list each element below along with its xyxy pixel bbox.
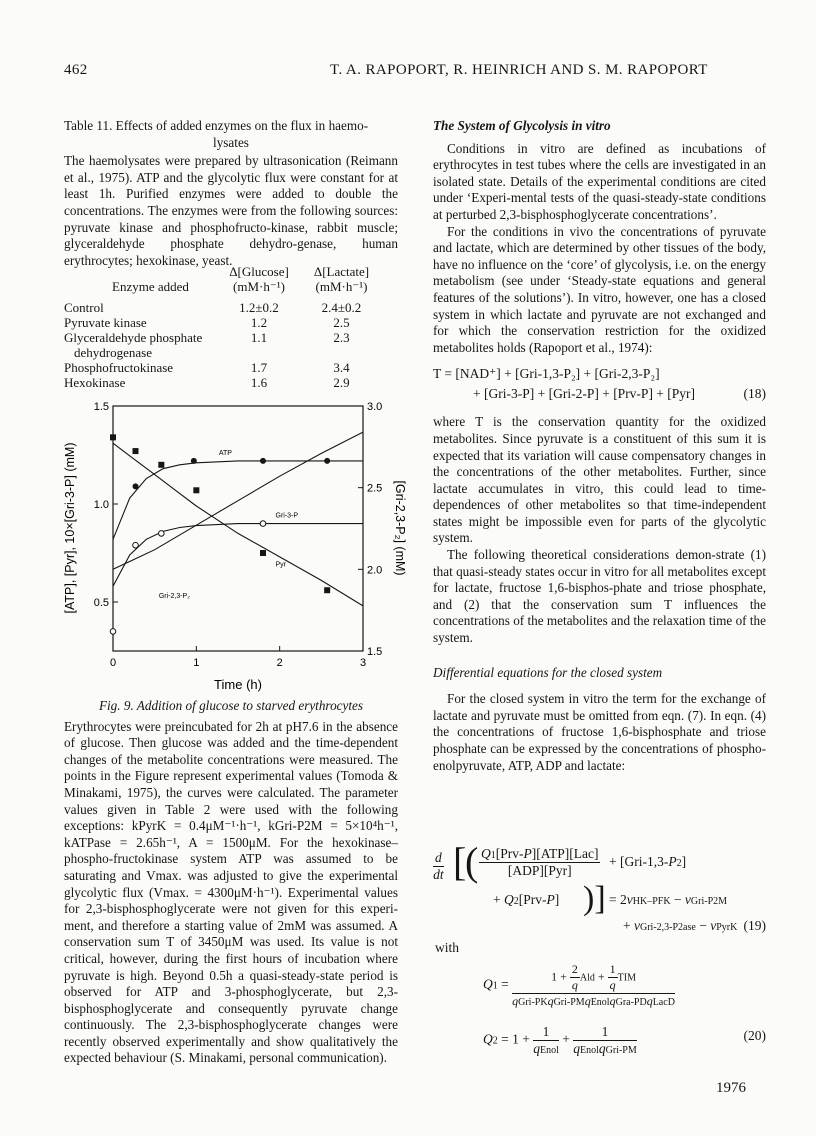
data-point xyxy=(110,629,116,635)
table11 xyxy=(64,264,384,390)
table11-block xyxy=(64,118,398,269)
data-point xyxy=(260,521,266,527)
equations-19-20 xyxy=(433,839,766,1062)
eq19-close: )] xyxy=(583,880,606,917)
table-cell: 3.4 xyxy=(333,360,350,375)
x-tick-label: 0 xyxy=(109,657,117,669)
data-point xyxy=(158,462,164,468)
table-row xyxy=(64,375,384,390)
x-tick-label: 2 xyxy=(276,657,283,669)
table-row xyxy=(64,330,384,360)
data-point xyxy=(110,434,116,440)
equation-number: (18) xyxy=(743,386,766,402)
series-line xyxy=(113,443,363,606)
table-cell: 2.9 xyxy=(333,375,350,390)
data-point xyxy=(159,531,165,537)
series-line xyxy=(113,432,363,569)
eq19-fraction: $\frac{\text{Q1[Prv-P][ATP][Lac]}}{\text{[ADP][Pyr]}}$ xyxy=(481,846,599,878)
page-number: 462 xyxy=(64,62,88,78)
figure9-caption-body: Erythrocytes were preincubated for 2h at pH7.6 in the absence of glucose. Then glucose was added and the time-dependent changes of the metabolite concentrations were measured. The points in the Figure represent experimental values (Tomoda & Minakami, 1975), the curves were calculated. The parameter values given in Table 2 were used with the following exceptions: kPyrK = 0.4μM⁻¹·h⁻¹, kGri-P2M = 5×10⁴h⁻¹, kATPase = 2.65h⁻¹, A = 1500μM. For the hexokinase–phospho-fructokinase system ATP was assumed to be saturating and Vmax. was adjusted to give the experimental glycolytic flux (Vmax. = 4300μM·h⁻¹). Experimental values for 2,3-bisphosphoglycerate were not given for this experi-ment, and therefore a starting value of 2mM was assumed. A conservation sum T of 3450μM was used. Its value is not critical, however, during the first hours of incubation where pyruvate is high. Beyond 0.5h a quasi-steady-state period is observed for ATP and 3-phosphoglycerate, but 2,3-bisphosphoglycerate and consequently pyruvate change continuously. The 2,3-bisphosphoglycerate changes were recently observed experimentally and show qualitatively the expected behaviour (S. Minakami, personal communication). xyxy=(64,718,398,1066)
eq19-term2: + [Gri-1,3-P2] xyxy=(609,854,687,869)
table11-units-row xyxy=(64,279,384,294)
series-label: ATP xyxy=(218,450,232,457)
eq20-q1: Q1 = 1 + $\frac{2}{q}$ Ald + $\frac{1}{q}$ TIM qGri-PKqGri-PMqEnolqGra-PDqLacD xyxy=(483,962,675,1008)
paragraph: where T is the conservation quantity for the oxidized metabolites. Since pyruvate is a constituent of this sum it is expected that its variation will cause compensatory changes in the concentrations of the other metabolites. Further, since lactate accumulates in vitro, this could lead to time-dependences of other metabolites so that time-independent states might be impossible even for parts of the glycolytic system. xyxy=(433,414,766,546)
eq19-term3: + Q2[Prv-P] xyxy=(493,892,560,907)
table11-header-row xyxy=(64,264,384,279)
figure9-caption-title: Fig. 9. Addition of glucose to starved erythrocytes xyxy=(98,698,364,713)
y-tick-label-left: 0.5 xyxy=(93,597,109,609)
y-tick-label-left: 1.5 xyxy=(93,401,109,413)
right-column xyxy=(433,118,766,774)
x-tick-label: 3 xyxy=(359,657,367,669)
table-cell: 1.2 xyxy=(250,315,268,330)
table-cell-continuation: dehydrogenase xyxy=(74,345,152,360)
table11-col-unit: (mM·h⁻¹) xyxy=(233,279,285,294)
table-cell: Phosphofructokinase xyxy=(64,360,174,375)
plot-frame xyxy=(113,406,363,651)
y-tick-label-right: 2.0 xyxy=(367,564,383,577)
eq19-paren: ( xyxy=(465,839,479,884)
data-point xyxy=(133,448,139,454)
table-cell: 1.6 xyxy=(250,375,268,390)
eq19-bracket: [ xyxy=(453,839,467,884)
table11-col-header: Enzyme added xyxy=(112,279,189,294)
data-point xyxy=(260,458,266,464)
footer-page-number: 1976 xyxy=(716,1080,746,1096)
data-point xyxy=(193,487,199,493)
table-cell: Hexokinase xyxy=(64,375,126,390)
table-row xyxy=(64,300,384,315)
table-cell: Pyruvate kinase xyxy=(64,315,147,330)
section-heading: The System of Glycolysis in vitro xyxy=(433,118,611,133)
eq19-rhs1: = 2vHK–PFK − vGri-P2M xyxy=(609,892,728,907)
eq19-derivative: $\frac{d}{dt}$ xyxy=(433,850,444,882)
x-tick-label: 1 xyxy=(193,657,200,669)
table-cell: 2.5 xyxy=(333,315,350,330)
data-point xyxy=(324,587,330,593)
table11-col-header: Δ[Glucose] xyxy=(229,264,289,279)
figure9-chart xyxy=(60,396,405,696)
table11-title-line2: lysates xyxy=(213,134,249,150)
data-point xyxy=(133,542,139,548)
paragraph: The following theoretical considerations demon-strate (1) that quasi-steady states occur in vitro for all metabolites except for lactate, fructose 1,6-bisphos-phate and triose phosphate, and (2) that the conservation sum T influences the concentrations of the metabolites and the relaxation time of the system. xyxy=(433,547,766,646)
table-cell: 1.2±0.2 xyxy=(239,300,279,315)
table11-description: The haemolysates were prepared by ultrasonication (Reimann et al., 1975). ATP and the glycolytic flux were constant for at least 1h. Purified enzymes were added to double the concentrations. The enzymes were from the following sources: pyruvate kinase and phosphofructo-kinase, rabbit muscle; glyceraldehyde phosphate dehydro-genase, human erythrocytes; hexokinase, yeast. xyxy=(64,153,398,268)
data-point xyxy=(324,458,330,464)
equation-18-line2: + [Gri-3-P] + [Gri-2-P] + [Prv-P] + [Pyr] xyxy=(473,386,696,402)
series-label: Pyr xyxy=(275,561,286,569)
table-cell: Control xyxy=(64,300,104,315)
table11-title-line1: Table 11. Effects of added enzymes on the flux in haemo- xyxy=(64,118,369,133)
table-row xyxy=(64,360,384,375)
equation-18 xyxy=(433,366,766,406)
table11-title xyxy=(64,118,398,151)
x-axis-label: Time (h) xyxy=(214,677,262,692)
data-point xyxy=(191,458,197,464)
series-label: Gri-2,3-P₂ xyxy=(158,593,190,601)
table-cell: 1.1 xyxy=(250,330,268,345)
table11-col-unit: (mM·h⁻¹) xyxy=(315,279,368,294)
table11-col-header: Δ[Lactate] xyxy=(313,264,370,279)
equation-number: (20) xyxy=(743,1028,766,1043)
series-label: Gri-3-P xyxy=(275,512,299,520)
table-cell: 2.3 xyxy=(333,330,350,345)
y-tick-label-left: 1.0 xyxy=(93,499,109,511)
with-label: with xyxy=(435,940,460,955)
paragraph: Conditions in vitro are defined as incubations of erythrocytes in test tubes where the cells are investigated in an isolated state. Details of the experimental conditions are cited under ‘Experi-mental tests of the quasi-steady-state conditions at perturbed 2,3-bisphosphoglycerate concentrations’. xyxy=(433,140,766,222)
y-tick-label-right: 2.5 xyxy=(367,482,383,495)
y-axis-label-right: [Gri-2,3-P₂] (mM) xyxy=(393,480,407,576)
table-cell-text: Glyceraldehyde phosphate xyxy=(64,330,203,345)
eq20-q2: Q2 = 1 + $\frac{1}{\text{qEnol}}$ + $\frac{1}{\text{qEnolqGri-PM}}$ xyxy=(483,1024,637,1056)
running-header-authors: T. A. RAPOPORT, R. HEINRICH AND S. M. RAPOPORT xyxy=(330,62,708,78)
table-cell xyxy=(64,330,219,360)
y-tick-label-right: 1.5 xyxy=(367,646,383,658)
y-tick-label-right: 3.0 xyxy=(367,401,383,413)
paragraph: For the closed system in vitro the term for the exchange of lactate and pyruvate must be omitted from eqn. (7). In eqn. (4) the concentrations of fructose 1,6-bisphosphate and triose phosphate can be expressed by the concentrations of phospho-enolpyruvate, ATP, ADP and lactate: xyxy=(433,691,766,773)
eq19-rhs2: + vGri-2,3-P2ase − vPyrK xyxy=(623,918,738,933)
table-cell: 2.4±0.2 xyxy=(321,300,362,315)
table-row xyxy=(64,315,384,330)
figure9-caption xyxy=(64,698,398,1067)
data-point xyxy=(133,483,139,489)
equation-number: (19) xyxy=(743,918,766,933)
y-axis-label-left: [ATP], [Pyr], 10×[Gri-3-P] (mM) xyxy=(63,442,77,614)
paragraph: For the conditions in vivo the concentrations of pyruvate and lactate, which are determined by other tissues of the body, have no influence on the ‘core’ of glycolysis, i.e. on the energy metabolism (see under ‘Steady-state equations and general features of the solutions’). In vitro, however, one has a closed system in which lactate and pyruvate are not exchanged and for which the conservation restriction for the oxidized metabolites holds (Rapoport et al., 1974): xyxy=(433,223,766,355)
data-point xyxy=(260,550,266,556)
equation-18-line1: T = [NAD⁺] + [Gri-1,3-P₂] + [Gri-2,3-P₂] xyxy=(433,366,660,382)
table-cell: 1.7 xyxy=(250,360,268,375)
subheading: Differential equations for the closed system xyxy=(433,664,663,680)
